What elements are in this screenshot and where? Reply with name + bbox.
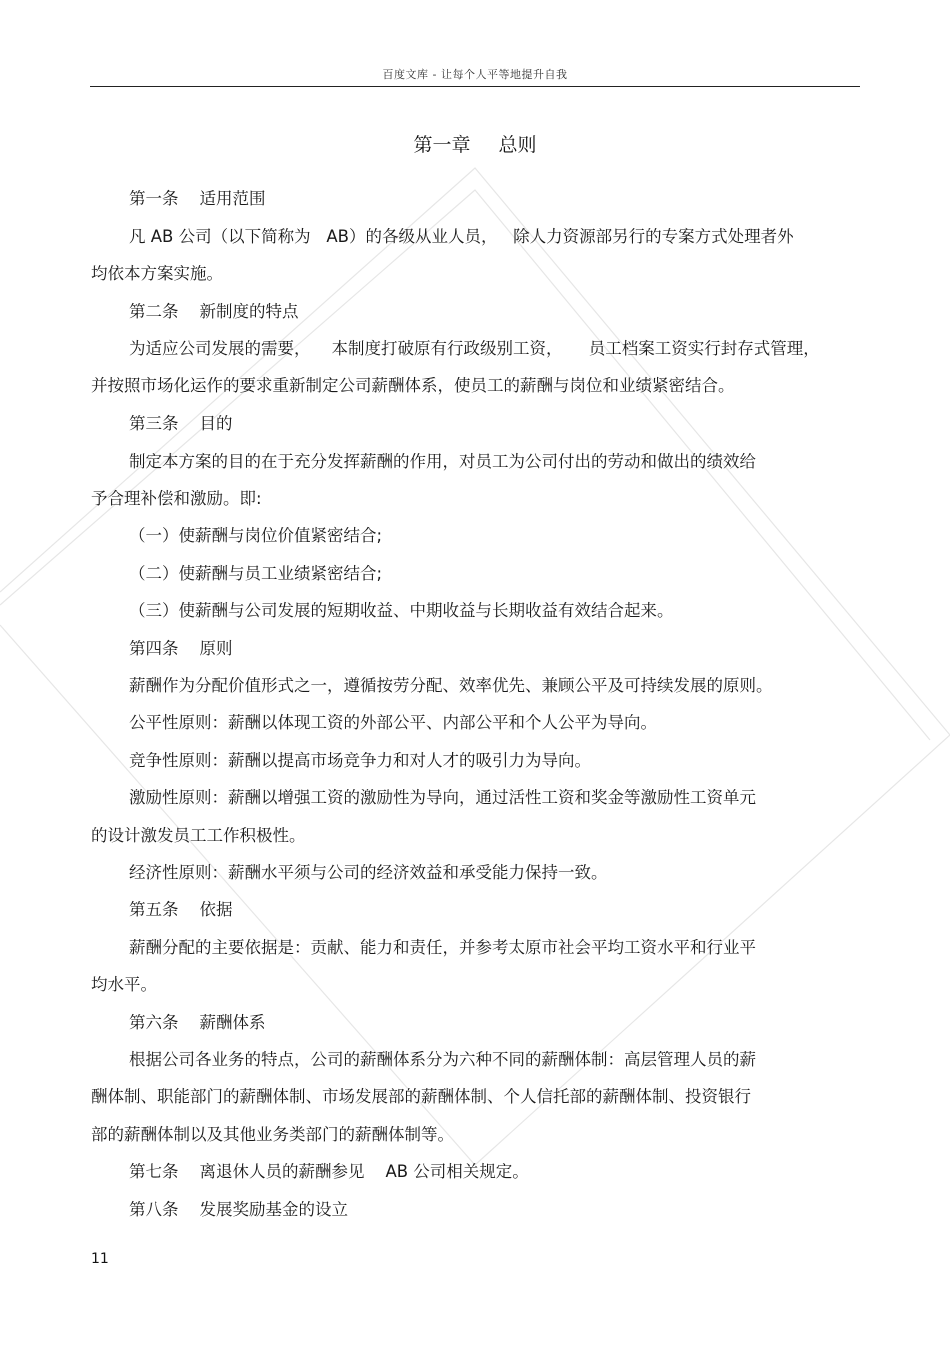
paragraph-line: 根据公司各业务的特点，公司的薪酬体系分为六种不同的薪酬体制：高层管理人员的薪: [129, 1050, 756, 1069]
header-divider: [90, 86, 860, 87]
paragraph-line: 酬体制、职能部门的薪酬体制、市场发展部的薪酬体制、个人信托部的薪酬体制、投资银行: [91, 1087, 751, 1106]
paragraph-line: 为适应公司发展的需要， 本制度打破原有行政级别工资， 员工档案工资实行封存式管理，: [129, 339, 820, 358]
paragraph-line: 均水平。: [91, 975, 157, 994]
paragraph-line: 竞争性原则：薪酬以提高市场竞争力和对人才的吸引力为导向。: [129, 751, 591, 770]
paragraph-line: 公平性原则：薪酬以体现工资的外部公平、内部公平和个人公平为导向。: [129, 713, 657, 732]
list-item: （三）使薪酬与公司发展的短期收益、中期收益与长期收益有效结合起来。: [129, 601, 674, 620]
article-heading: 第六条 薪酬体系: [129, 1013, 266, 1032]
paragraph-line: 予合理补偿和激励。即:: [91, 489, 262, 508]
paragraph-line: 的设计激发员工工作积极性。: [91, 826, 306, 845]
article-heading: 第三条 目的: [129, 414, 233, 433]
article-heading: 第五条 依据: [129, 900, 233, 919]
article-heading: 第四条 原则: [129, 639, 233, 658]
paragraph-line: 制定本方案的目的在于充分发挥薪酬的作用，对员工为公司付出的劳动和做出的绩效给: [129, 452, 756, 471]
article-heading: 第二条 新制度的特点: [129, 302, 299, 321]
paragraph-line: 凡 AB 公司（以下简称为 AB）的各级从业人员， 除人力资源部另行的专案方式处理者外: [129, 227, 794, 246]
article-heading: 第一条 适用范围: [129, 189, 266, 208]
article-heading: 第八条 发展奖励基金的设立: [129, 1200, 348, 1219]
paragraph-line: 部的薪酬体制以及其他业务类部门的薪酬体制等。: [91, 1125, 454, 1144]
page-number: 11: [91, 1251, 109, 1267]
chapter-title: 第一章 总则: [413, 134, 537, 156]
paragraph-line: 经济性原则：薪酬水平须与公司的经济效益和承受能力保持一致。: [129, 863, 608, 882]
paragraph-line: 薪酬分配的主要依据是：贡献、能力和责任，并参考太原市社会平均工资水平和行业平: [129, 938, 756, 957]
page-header: 百度文库 - 让每个人平等地提升自我: [382, 68, 568, 81]
paragraph-line: 均依本方案实施。: [91, 264, 223, 283]
paragraph-line: 激励性原则：薪酬以增强工资的激励性为导向，通过活性工资和奖金等激励性工资单元: [129, 788, 756, 807]
list-item: （一）使薪酬与岗位价值紧密结合;: [129, 526, 383, 545]
paragraph-line: 薪酬作为分配价值形式之一，遵循按劳分配、效率优先、兼顾公平及可持续发展的原则。: [129, 676, 773, 695]
article-heading: 第七条 离退休人员的薪酬参见 AB 公司相关规定。: [129, 1162, 529, 1181]
list-item: （二）使薪酬与员工业绩紧密结合;: [129, 564, 383, 583]
paragraph-line: 并按照市场化运作的要求重新制定公司薪酬体系，使员工的薪酬与岗位和业绩紧密结合。: [91, 376, 735, 395]
